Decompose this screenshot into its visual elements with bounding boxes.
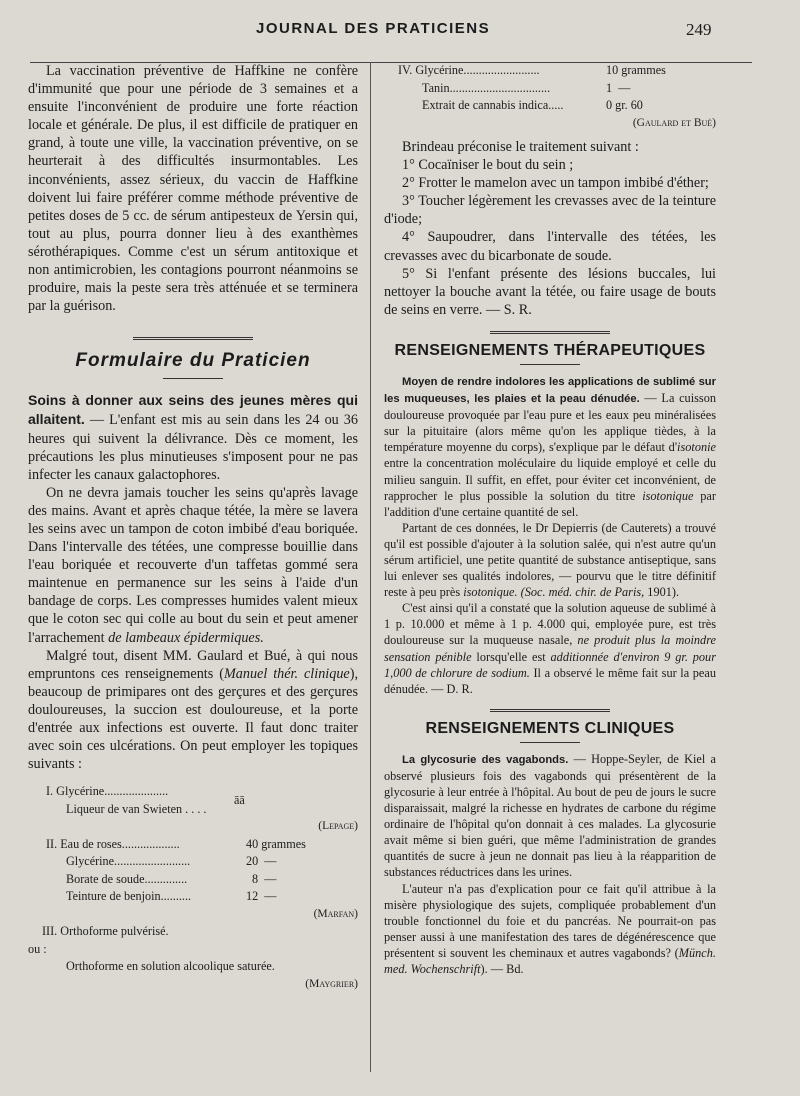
article-p2-italic: de lambeaux épidermiques. (108, 629, 264, 646)
therapeutic-p3-a: C'est ainsi qu'il a constaté que la solution aqueuse de sublimé à 1 p. 10.000 et même à 1 p. 4.000 qui, employée pure, est très douloureuse sur la muqueuse nasale, (384, 601, 716, 648)
article-p3-text-b: ), beaucoup de primipares ont des gerçures et des gerçures douloureuses, la succion est douloureuse, et la porte d'entrée aux infections est ouverte. Il faut donc traiter avec soin ces ulcérations. On peut employer les topiques suivants : (28, 665, 358, 773)
recipe-2-line-1 (28, 836, 358, 854)
recipe-2-quantity-2: 20 — (246, 854, 277, 869)
therapeutic-p1-c: par l'addition d'une certaine quantité de sel. (384, 488, 716, 519)
step-5: 5° Si l'enfant présente des lésions buccales, lui nettoyer la bouche avant la tétée, ou faire usage de bouts de seins en verre. — S. R. (384, 265, 716, 318)
journal-title: JOURNAL DES PRATICIENS (256, 20, 491, 37)
recipe-1-ingredient-2: Liqueur de van Swieten . . . . (66, 801, 207, 816)
brindeau-intro: Brindeau préconise le traitement suivant : (402, 139, 639, 155)
recipe-4-ingredient-1: IV. Glycérine......................... (398, 63, 540, 77)
therapeutic-p3-c: Il a observé le même fait sur la peau dénudée. — D. R. (384, 665, 717, 696)
recipe-1-ingredient-1: I. Glycérine..................... (46, 784, 169, 799)
therapeutic-p2-italic: isotonique. (Soc. méd. chir. de Paris, (463, 585, 645, 600)
article-paragraph-1 (28, 391, 358, 483)
recipe-4-line-1 (384, 62, 716, 80)
clinical-paragraph-1 (384, 751, 716, 881)
article-p3-italic: Manuel thér. clinique (223, 665, 350, 682)
recipe-2-ingredient-3: Borate de soude.............. (66, 871, 188, 886)
left-column (28, 62, 358, 993)
clinical-p2-italic: Münch. med. Wochenschrift (384, 945, 716, 977)
intro-paragraph: La vaccination préventive de Haffkine ne confère d'immunité que pour une période de 3 semaines et a ensuite l'inconvénient de produire une forte réaction locale et générale. De plus, il est difficile de pratiquer en grand, à toute une ville, la vaccination préventive, on se heurterait à des difficultés insurmontables. Les inconvénients, assez sérieux, du vaccin de Haffkine doivent lui faire préférer comme méthode préventive de petites doses de 5 cc. de sérum antipesteux de Yersin qui, tout au plus, pourra donner lieu à des exanthèmes sérothérapiques. Comme c'est un sérum antitoxique et non antimicrobien, les contagions pourront néanmoins se produire, mais la peste sera très atténuée et se terminera par la guérison. (28, 63, 358, 315)
recipe-4-quantity-1: 10 grammes (606, 63, 666, 77)
therapeutic-paragraph-2 (384, 520, 716, 600)
recipe-3-line-1 (28, 923, 358, 941)
recipe-4-line-2 (384, 80, 716, 98)
clinical-p2-b: ). — Bd. (480, 962, 524, 977)
recipe-2-source: (Marfan) (313, 907, 358, 920)
section-rule-top (133, 337, 253, 342)
therapeutic-p2-b: 1901). (644, 585, 680, 600)
clinical-lead: La glycosurie des vagabonds. (402, 753, 569, 766)
page-number: 249 (686, 20, 712, 39)
recipe-2-quantity-1: 40 grammes (246, 836, 306, 851)
clinical-p2-a: L'auteur n'a pas d'explication pour ce fait qu'il attribue à la misère physiologique des sujets, compliquée probablement d'un trouble fonctionnel du foie et du pancréas. Ne pourrait-on pas penser aussi à une manifestation des tares de dégénérescence que présentent si souvent les cheminaux et autres vagabonds? ( (384, 881, 716, 960)
recipe-3-source: (Maygrier) (305, 977, 358, 990)
clinical-title: RENSEIGNEMENTS CLINIQUES (425, 719, 675, 737)
therapeutic-p1-italic-1: isotonie (677, 440, 716, 455)
article-heading: Soins à donner aux seins des jeunes mères qui allaitent. (28, 392, 358, 428)
recipe-4-ingredient-3: Extrait de cannabis indica..... (422, 98, 564, 112)
recipe-4-source: (Gaulard et Bué) (632, 116, 716, 129)
recipe-4-quantity-3: 0 gr. 60 (606, 98, 643, 112)
recipe-1-line-2 (28, 792, 358, 819)
step-1: 1° Cocaïniser le bout du sein ; (402, 157, 574, 174)
recipe-2-quantity-4: 12 — (246, 889, 277, 904)
recipe-2-ingredient-4: Teinture de benjoin.......... (66, 889, 192, 904)
recipe-2-ingredient-2: Glycérine......................... (66, 854, 191, 869)
therapeutic-p3-italic-1: ne produit plus la moindre sensation pénible (384, 633, 716, 664)
therapeutic-p3-b: lorsqu'elle est (471, 649, 551, 664)
recipe-3-ingredient-2: Orthoforme en solution alcoolique saturée. (66, 959, 275, 974)
therapeutic-p1-a: — La cuisson douloureuse provoquée par l'eau pure et les eaux peu minéralisées sur la pituitaire (alors même qu'on les applique tièdes, à la température moyenne du corps), s'explique par le défaut d' (384, 391, 716, 455)
recipe-3-or (28, 941, 358, 959)
recipe-4-ingredient-2: Tanin................................. (422, 80, 551, 95)
recipe-2-line-4 (28, 888, 358, 906)
therapeutic-title: RENSEIGNEMENTS THÉRAPEUTIQUES (394, 341, 706, 359)
therapeutic-p2-a: Partant de ces données, le Dr Depierris (de Cauterets) a trouvé qu'il est possible d'ajouter à la solution salée, qui n'est autre qu'un sérum artificiel, une petite quantité de substance antiseptique, sans lui enlever ses qualités indolores, — pourvu que le titre définitif reste à peu près (384, 520, 716, 600)
step-3: 3° Toucher légèrement les crevasses avec de la teinture d'iode; (384, 193, 716, 228)
page-header (0, 18, 800, 48)
article-p1-text: — L'enfant est mis au sein dans les 24 ou 36 heures qui suivent la délivrance. Dès ce moment, les précautions les plus minutieuses s'imposent pour ne pas infecter les canaux galactophores. (28, 412, 358, 483)
therapeutic-paragraph-3 (384, 600, 716, 697)
article-p2-text: On ne devra jamais toucher les seins qu'après lavage des mains. Avant et après chaque tétée, la mère se lavera les seins avec un tampon de coton imbibé d'eau boriquée. Dans l'intervalle des tétées, une compresse bouillie dans l'eau boriquée et recouverte d'un taffetas gommé sera maintenue en permanence sur les seins à l'aide d'un bandage de corps. Les compresses humides valent mieux que le coton sec qui colle au bout du sein et peut amener l'arrachement (28, 484, 358, 646)
recipe-2-quantity-3: 8 — (252, 871, 277, 886)
recipe-1-quantity: āā (234, 792, 245, 807)
recipe-1-line-1 (28, 783, 358, 801)
column-divider (370, 62, 371, 1072)
section-title: Formulaire du Praticien (75, 350, 311, 372)
recipe-4-quantity-2: 1 — (606, 80, 631, 95)
recipe-2-line-2 (28, 853, 358, 871)
article-paragraph-2 (28, 484, 358, 647)
therapeutic-lead: Moyen de rendre indolores les applications de sublimé sur les muqueuses, les plaies et la peau dénudée. (384, 375, 716, 406)
right-column (384, 62, 716, 977)
recipe-list (28, 783, 358, 993)
recipe-3-or-label: ou : (28, 941, 47, 956)
recipe-2-line-3 (28, 871, 358, 889)
therapeutic-p1-italic-2: isotonique (642, 488, 694, 503)
therapeutic-p1-b: entre la concentration moléculaire du liquide employé et celle du milieu sanguin. Il suffit, en effet, pour éviter cet inconvénient, de rapprocher le plus possible la solution du titre (384, 456, 716, 503)
clinical-paragraph-2 (384, 881, 716, 978)
recipe-1-source: (Lepage) (318, 820, 358, 833)
therapeutic-paragraph-1 (384, 373, 716, 520)
recipe-3-line-2 (28, 958, 358, 976)
article-paragraph-3 (28, 647, 358, 774)
clinical-p1-text: — Hoppe-Seyler, de Kiel a observé plusieurs fois des vagabonds qui présentèrent de la glycosurie à leur entrée à l'hôpital. Au bout de peu de jours le sucre disparaissait, malgré la richesse en hydrates de carbone du régime ordinaire de l'hôpital qu'on donnait à ces malades. La glycosurie avait même si bien guéri, que même l'administration de grandes quantités de sucre à jeun ne donnait pas lieu à la réapparition de substances réductrices dans les urines. (384, 751, 716, 880)
therapeutic-rule-top (490, 331, 610, 336)
therapeutic-p3-italic-2: additionnée d'environ 9 gr. pour 1,000 de chlorure de sodium. (384, 649, 716, 680)
recipe-4-line-3 (384, 97, 716, 115)
step-4: 4° Saupoudrer, dans l'intervalle des tétées, les crevasses avec du bicarbonate de soude. (384, 229, 716, 264)
recipe-3-ingredient-1: III. Orthoforme pulvérisé. (42, 924, 169, 939)
recipe-2-ingredient-1: II. Eau de roses................... (46, 836, 180, 851)
step-2: 2° Frotter le mamelon avec un tampon imbibé d'éther; (402, 175, 709, 192)
recipe-4 (384, 62, 716, 132)
article-p3-text-a: Malgré tout, disent MM. Gaulard et Bué, à qui nous empruntons ces renseignements ( (28, 647, 358, 682)
clinical-rule-top (490, 709, 610, 714)
